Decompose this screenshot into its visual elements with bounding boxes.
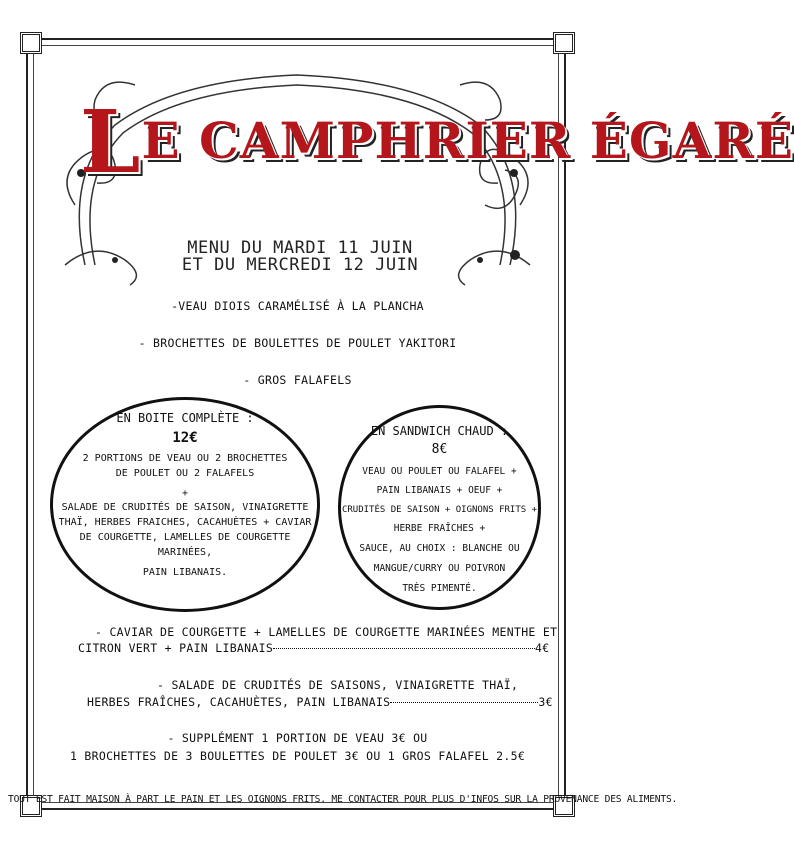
sandwich-line: MANGUE/CURRY OU POIVRON: [373, 563, 506, 574]
dot-leader: [390, 702, 538, 703]
sandwich-line: HERBE FRAÎCHES +: [393, 523, 486, 534]
footer-note: TOUT EST FAIT MAISON À PART LE PAIN ET LES OIGNONS FRITS. ME CONTACTER POUR PLUS D'INFOS SUR LA PROVENANCE DES ALIMENTS.: [8, 794, 678, 805]
supplement-line-1: - SUPPLÉMENT 1 PORTION DE VEAU 3€ OU: [167, 731, 428, 745]
sandwich-line: PAIN LIBANAIS + OEUF +: [376, 485, 503, 496]
corner-ornament: [20, 32, 42, 54]
dish-brochettes: - BROCHETTES DE BOULETTES DE POULET YAKITORI: [138, 336, 457, 350]
extra-2-text: HERBES FRAÎCHES, CACAHUÈTES, PAIN LIBANAIS: [87, 695, 391, 709]
boite-line: 2 PORTIONS DE VEAU OU 2 BROCHETTES: [82, 453, 288, 464]
extra-2-line-2: [87, 695, 553, 709]
supplement-line-2: 1 BROCHETTES DE 3 BOULETTES DE POULET 3€ OU 1 GROS FALAFEL 2.5€: [69, 749, 526, 763]
dot-leader: [273, 648, 535, 649]
extra-1-line-1: - CAVIAR DE COURGETTE + LAMELLES DE COURGETTE MARINÉES MENTHE ET: [95, 625, 558, 639]
boite-line: MARINÉES,: [157, 547, 213, 558]
sandwich-line: TRÈS PIMENTÉ.: [402, 583, 477, 594]
sandwich-oval: [338, 405, 541, 610]
menu-date-line-2: ET DU MERCREDI 12 JUIN: [181, 255, 419, 275]
menu-date-line-1: MENU DU MARDI 11 JUIN: [187, 238, 413, 258]
boite-line: THAÏ, HERBES FRAICHES, CACAHUÈTES + CAVIAR: [58, 517, 312, 528]
title-initial: L: [80, 92, 142, 193]
dish-veau: -VEAU DIOIS CARAMÉLISÉ À LA PLANCHA: [171, 299, 424, 313]
sandwich-line: CRUDITÉS DE SAISON + OIGNONS FRITS +: [341, 505, 538, 515]
extra-1-line-2: [78, 641, 550, 655]
boite-line: DE COURGETTE, LAMELLES DE COURGETTE: [79, 532, 291, 543]
corner-ornament: [553, 32, 575, 54]
sandwich-price: 8€: [431, 442, 448, 457]
sandwich-line: VEAU OU POULET OU FALAFEL +: [362, 466, 517, 477]
sandwich-line: SAUCE, AU CHOIX : BLANCHE OU: [359, 543, 520, 554]
boite-oval: [50, 397, 320, 612]
dish-falafels: - GROS FALAFELS: [243, 373, 352, 387]
boite-price: 12€: [172, 430, 198, 446]
extra-1-text: CITRON VERT + PAIN LIBANAIS: [78, 641, 274, 655]
boite-line: +: [181, 488, 189, 499]
boite-line: PAIN LIBANAIS.: [142, 567, 228, 578]
boite-line: SALADE DE CRUDITÉS DE SAISON, VINAIGRETTE: [61, 502, 309, 513]
title-rest: E CAMPHRIER ÉGARÉ: [141, 111, 794, 170]
extra-1-price: 4€: [535, 641, 550, 655]
boite-title: EN BOITE COMPLÈTE :: [116, 411, 254, 425]
sandwich-title: EN SANDWICH CHAUD :: [370, 424, 509, 438]
extra-2-price: 3€: [538, 695, 553, 709]
extra-2-line-1: - SALADE DE CRUDITÉS DE SAISONS, VINAIGRETTE THAÏ,: [157, 678, 519, 692]
boite-line: DE POULET OU 2 FALAFELS: [115, 468, 255, 479]
restaurant-title: [80, 92, 794, 193]
